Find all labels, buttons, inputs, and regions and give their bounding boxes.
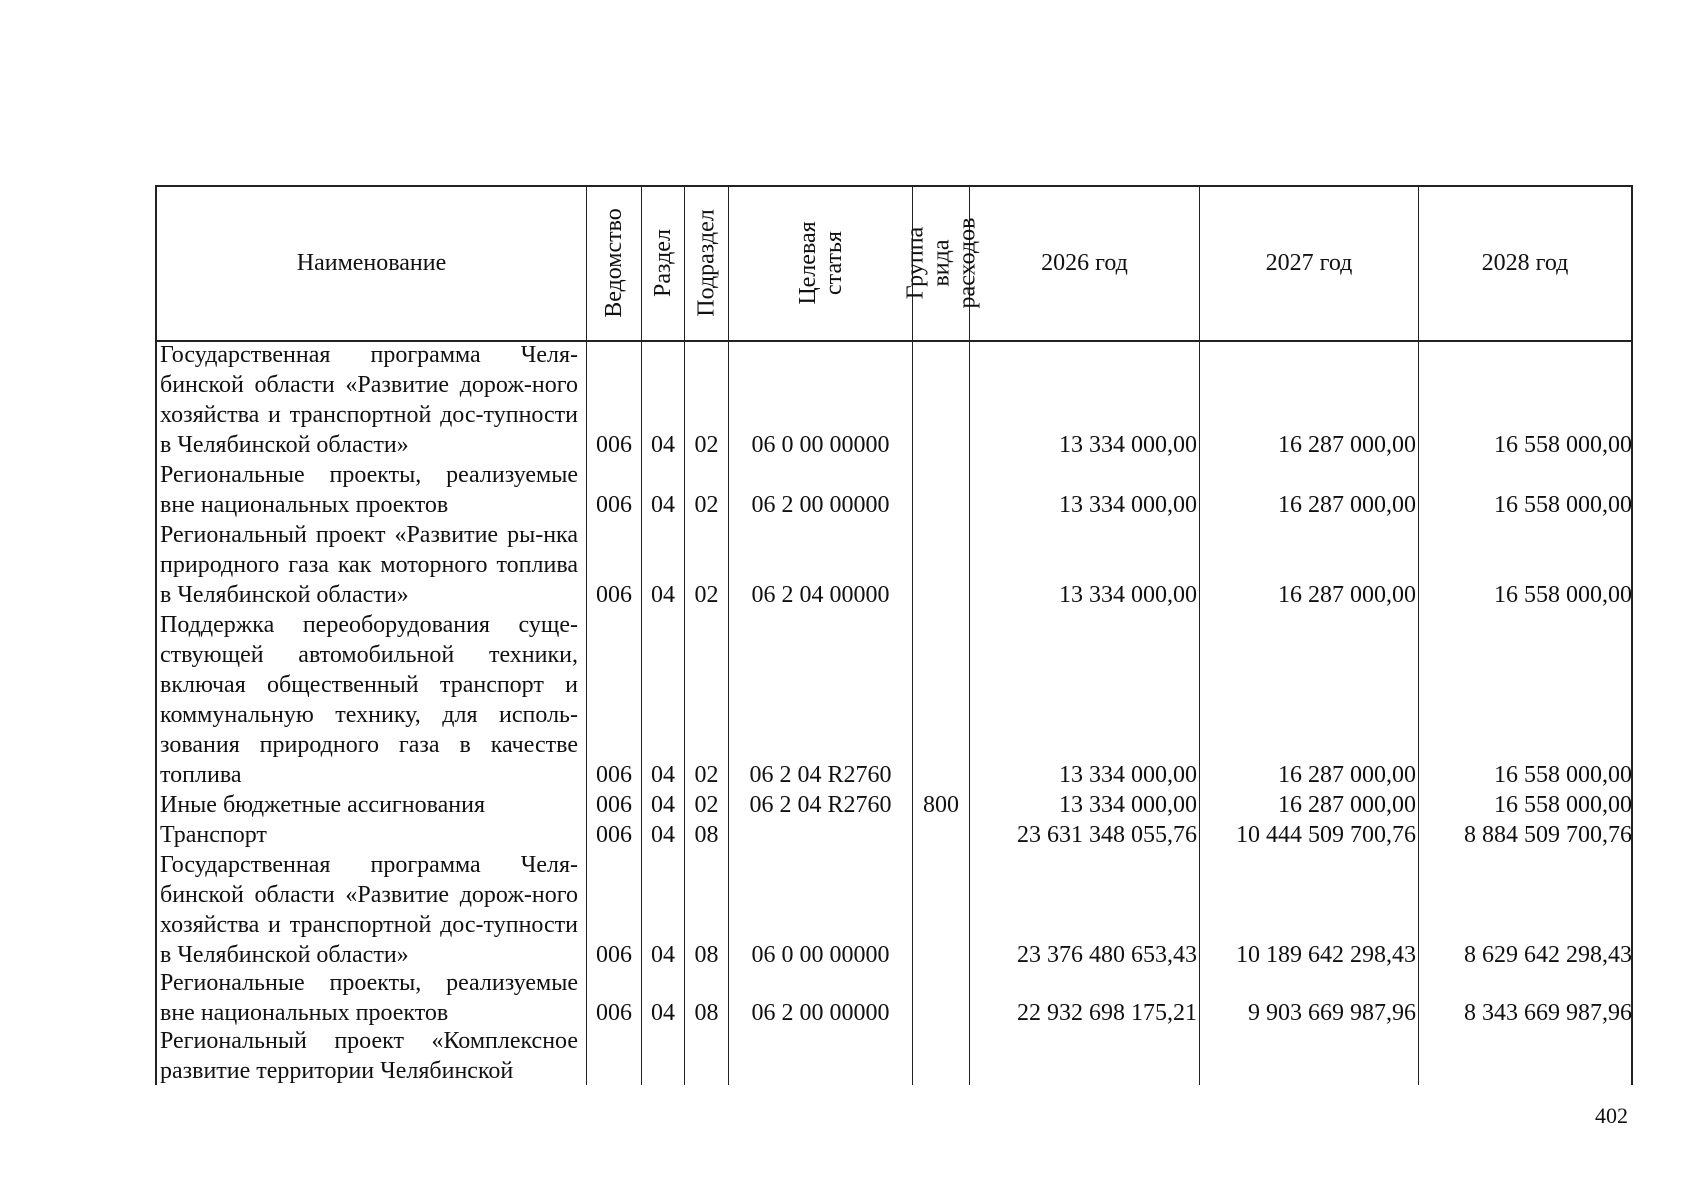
- row-amount-2026: 13 334 000,00: [1059, 582, 1197, 608]
- row-name: Государственная программа Челя-бинской области «Развитие дорож-ного хозяйства и транспортной дос-тупности в Челябинской области»: [160, 852, 578, 968]
- row-amount-2027: 10 189 642 298,43: [1236, 942, 1416, 968]
- row-name: Региональный проект «Развитие ры-нка природного газа как моторного топлива в Челябинской области»: [160, 522, 578, 608]
- header-target-item: Целевая статья: [794, 221, 847, 305]
- page-number: 402: [1595, 1103, 1628, 1128]
- table-row: [0, 520, 1696, 610]
- row-name: Транспорт: [160, 822, 267, 848]
- row-dept: 006: [596, 582, 632, 608]
- header-subsection: Подраздел: [693, 209, 720, 317]
- row-amount-2027: 16 287 000,00: [1278, 432, 1416, 458]
- table-row: [0, 968, 1696, 1028]
- row-sec: 04: [651, 492, 675, 518]
- row-sec: 04: [651, 1000, 675, 1026]
- header-year-2027: 2027 год: [1265, 250, 1353, 276]
- row-amount-2026: 22 932 698 175,21: [1017, 1000, 1197, 1026]
- row-sec: 04: [651, 942, 675, 968]
- row-amount-2027: 16 287 000,00: [1278, 762, 1416, 788]
- row-amount-2027: 9 903 669 987,96: [1248, 1000, 1416, 1026]
- row-sec: 04: [651, 582, 675, 608]
- table-row: [0, 460, 1696, 520]
- row-sub: 02: [694, 492, 719, 518]
- row-target: 06 2 04 R2760: [749, 762, 892, 788]
- row-name: Региональные проекты, реализуемые вне национальных проектов: [160, 970, 578, 1026]
- row-target: 06 0 00 00000: [751, 432, 890, 458]
- table-row: [0, 610, 1696, 790]
- row-sub: 02: [694, 432, 719, 458]
- row-dept: 006: [596, 822, 632, 848]
- row-dept: 006: [596, 792, 632, 818]
- row-amount-2028: 8 629 642 298,43: [1464, 942, 1632, 968]
- row-target: 06 2 00 00000: [751, 1000, 890, 1026]
- row-amount-2028: 16 558 000,00: [1494, 432, 1632, 458]
- row-amount-2027: 16 287 000,00: [1278, 792, 1416, 818]
- row-amount-2026: 13 334 000,00: [1059, 492, 1197, 518]
- row-dept: 006: [596, 942, 632, 968]
- row-amount-2028: 16 558 000,00: [1494, 492, 1632, 518]
- table-row: [0, 850, 1696, 970]
- row-dept: 006: [596, 492, 632, 518]
- table-row: [0, 340, 1696, 460]
- row-amount-2028: 8 343 669 987,96: [1464, 1000, 1632, 1026]
- row-name: Иные бюджетные ассигнования: [160, 792, 485, 818]
- row-dept: 006: [596, 432, 632, 458]
- row-sub: 02: [694, 582, 719, 608]
- row-sec: 04: [651, 432, 675, 458]
- row-sub: 02: [694, 792, 719, 818]
- row-amount-2028: 16 558 000,00: [1494, 762, 1632, 788]
- table-row: [0, 820, 1696, 850]
- row-amount-2026: 23 376 480 653,43: [1017, 942, 1197, 968]
- row-sec: 04: [651, 762, 675, 788]
- row-amount-2026: 13 334 000,00: [1059, 762, 1197, 788]
- table-row: [0, 790, 1696, 820]
- header-section: Раздел: [650, 229, 677, 297]
- row-amount-2026: 13 334 000,00: [1059, 432, 1197, 458]
- row-sub: 08: [694, 942, 719, 968]
- row-sec: 04: [651, 792, 675, 818]
- header-year-2028: 2028 год: [1481, 250, 1569, 276]
- row-amount-2028: 16 558 000,00: [1494, 792, 1632, 818]
- row-name: Региональные проекты, реализуемые вне национальных проектов: [160, 462, 578, 518]
- row-target: 06 2 00 00000: [751, 492, 890, 518]
- header-name: Наименование: [296, 250, 447, 276]
- header-expense-group: Группа вида расходов: [902, 217, 981, 309]
- row-dept: 006: [596, 762, 632, 788]
- row-name: Государственная программа Челя-бинской области «Развитие дорож-ного хозяйства и транспортной дос-тупности в Челябинской области»: [160, 342, 578, 458]
- header-department: Ведомство: [601, 208, 627, 318]
- row-target: 06 2 04 R2760: [749, 792, 892, 818]
- row-name: Поддержка переоборудования суще-ствующей автомобильной техники, включая общественный транспорт и коммунальную технику, для исполь-зования природного газа в качестве топлива: [160, 612, 578, 788]
- row-amount-2028: 8 884 509 700,76: [1464, 822, 1632, 848]
- row-amount-2026: 13 334 000,00: [1059, 792, 1197, 818]
- row-sub: 08: [694, 1000, 719, 1026]
- row-amount-2028: 16 558 000,00: [1494, 582, 1632, 608]
- row-target: 06 0 00 00000: [751, 942, 890, 968]
- row-amount-2027: 10 444 509 700,76: [1236, 822, 1416, 848]
- header-year-2026: 2026 год: [1041, 250, 1128, 276]
- row-amount-2027: 16 287 000,00: [1278, 492, 1416, 518]
- row-dept: 006: [596, 1000, 632, 1026]
- row-target: 06 2 04 00000: [751, 582, 890, 608]
- row-sub: 02: [694, 762, 719, 788]
- row-sub: 08: [694, 822, 719, 848]
- row-sec: 04: [651, 822, 675, 848]
- row-name: Региональный проект «Комплексное развитие территории Челябинской: [160, 1028, 578, 1084]
- table-row: [0, 1026, 1696, 1086]
- row-amount-2026: 23 631 348 055,76: [1017, 822, 1197, 848]
- row-group: 800: [923, 792, 959, 818]
- row-amount-2027: 16 287 000,00: [1278, 582, 1416, 608]
